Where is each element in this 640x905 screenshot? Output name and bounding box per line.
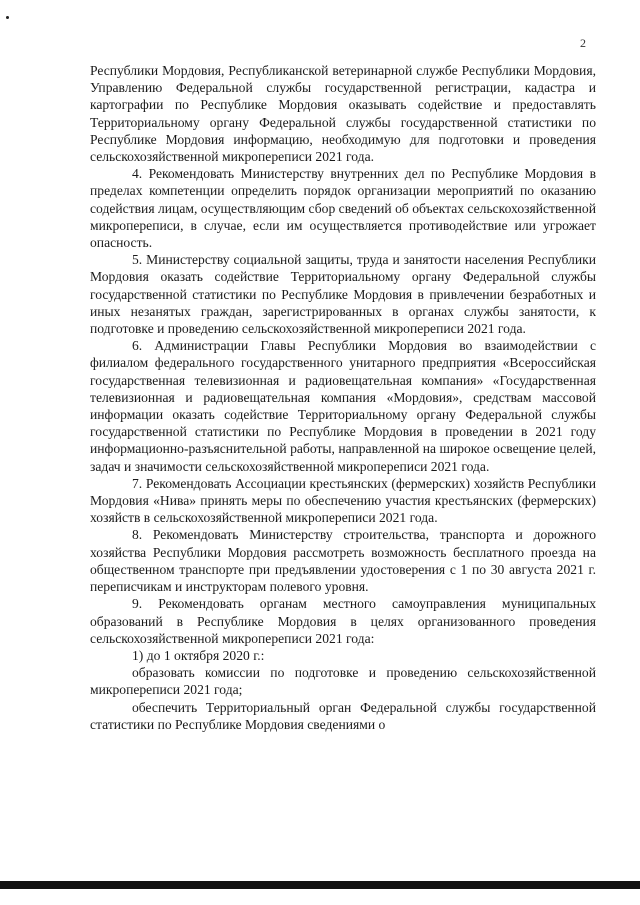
document-body (90, 62, 596, 733)
subitem-1-point-a: образовать комиссии по подготовке и проведению сельскохозяйственной микропереписи 2021 года; (90, 665, 596, 698)
paragraph-5: 5. Министерству социальной защиты, труда и занятости населения Республики Мордовия оказать содействие Территориальному органу Федеральной службы государственной статистики по Республике Мордовия в привлечении безработных и иных незанятых граждан, зарегистрированных в органах службы занятости, к подготовке и проведению сельскохозяйственной микропереписи 2021 года. (90, 252, 596, 337)
paragraph-4: 4. Рекомендовать Министерству внутренних дел по Республике Мордовия в пределах компетенции определить порядок организации мероприятий по оказанию содействия лицам, осуществляющим сбор сведений об объектах сельскохозяйственной микропереписи, в случае, если им осуществляется противодействие или угрожает опасность. (90, 166, 596, 251)
scan-mark (6, 16, 9, 19)
subitem-1: 1) до 1 октября 2020 г.: (132, 647, 265, 663)
scan-bottom-border (0, 881, 640, 889)
subitem-1-point-b: обеспечить Территориальный орган Федеральной службы государственной статистики по Республике Мордовия сведениями о (90, 699, 596, 732)
paragraph-9: 9. Рекомендовать органам местного самоуправления муниципальных образований в Республике Мордовия в целях организованного проведения сельскохозяйственной микропереписи 2021 года: (90, 596, 596, 646)
page-number: 2 (580, 36, 586, 50)
paragraph-8: 8. Рекомендовать Министерству строительства, транспорта и дорожного хозяйства Республики Мордовия рассмотреть возможность бесплатного проезда на общественном транспорте при предъявлении удостоверения с 1 по 30 августа 2021 г. переписчикам и инструкторам полевого уровня. (90, 527, 596, 595)
paragraph-7: 7. Рекомендовать Ассоциации крестьянских (фермерских) хозяйств Республики Мордовия «Нива» принять меры по обеспечению участия крестьянских (фермерских) хозяйств в сельскохозяйственной микропереписи 2021 года. (90, 475, 596, 526)
paragraph-continuation: Республики Мордовия, Республиканской ветеринарной службе Республики Мордовия, Управлению Федеральной службы государственной регистрации, кадастра и картографии по Республике Мордовия оказывать содействие и предоставлять Территориальному органу Федеральной службы государственной статистики по Республике Мордовия информацию, необходимую для подготовки и проведения сельскохозяйственной микропереписи 2021 года. (90, 63, 596, 165)
paragraph-6: 6. Администрации Главы Республики Мордовия во взаимодействии с филиалом федерального государственного унитарного предприятия «Всероссийская государственная телевизионная и радиовещательная компания» «Государственная телевизионная и радиовещательная компания «Мордовия», средствам массовой информации оказать содействие Территориальному органу Федеральной службы государственной статистики по Республике Мордовия в проведении в 2021 году информационно-разъяснительной работы, направленной на широкое освещение целей, задач и значимости сельскохозяйственной микропереписи 2021 года. (90, 338, 596, 474)
